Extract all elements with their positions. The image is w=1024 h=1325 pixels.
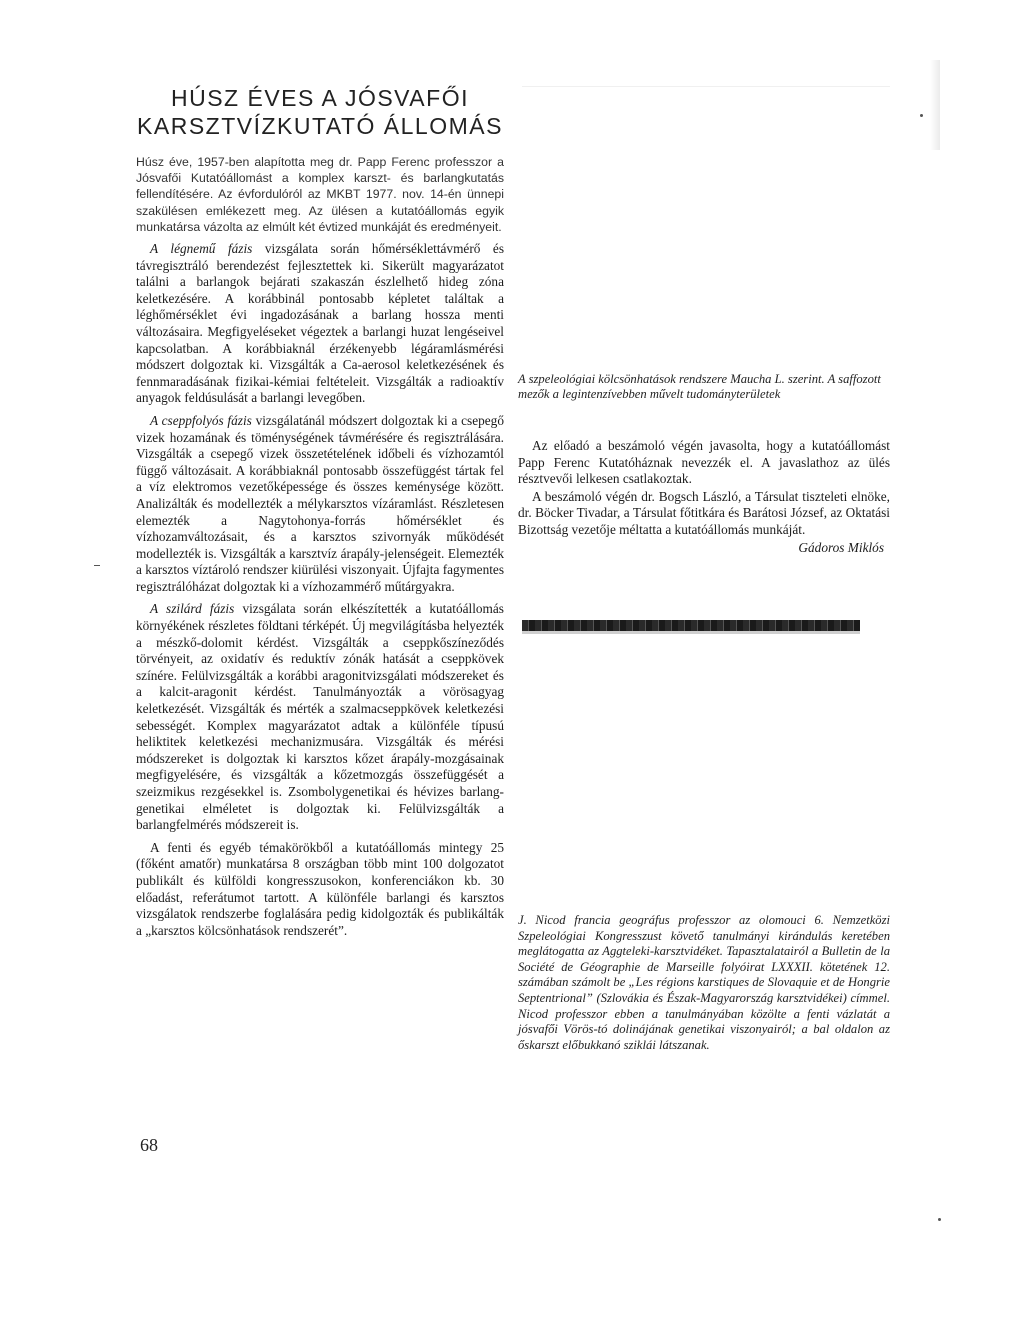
scan-edge-shadow [930,60,940,150]
section-divider-shadow [522,631,860,634]
gas-phase-paragraph [136,241,504,407]
scan-speck [94,565,100,566]
page-number: 68 [140,1135,158,1155]
article-column [136,84,504,945]
closing-text [518,438,890,556]
gas-phase-heading: A légnemű fázis [150,241,253,257]
article-title [136,84,504,140]
gas-phase-text: vizsgálata során hőmérséklettávmérő és távregisztráló berendezést fejlesztettek ki. Sikerült magyarázatot találni a barlangok bejárati szakaszán észlelhető hideg zóna keletkezésére. A korábbinál pontosabb képletet találtak a léghőmérséklet évi ingadozásának a barlang hossza menti változásaira. Megfigyeléseket végeztek a barlangi huzat lengéseivel kapcsolatban. A korábbiaknál érzékenyebb légáramlásmérési módszert dolgoztak ki. Vizsgálták a Ca-aerosol keletkezésének és fennmaradásának fizikai-kémiai feltételeit. Vizsgálták a radioaktív anyagok feldúsulását a barlangi levegőben. [136,241,504,406]
author-signature: Gádoros Miklós [798,539,884,555]
title-line-1: HÚSZ ÉVES A JÓSVAFŐI [171,85,469,111]
liquid-phase-text: vizsgálatánál módszert dolgoztak ki a csepegő vizek hozamának és töménységének távmérésére és regisztrálására. Vizsgálták a csepegő vizek összetételének időbeli és vízhozamtól függő változásait. A korábbiaknál pontosabb összefüggést tártak fel a víz elektromos vezetőképessége és összes keménysége között. Analizálták és modellezték a mélykarsztos vízáramlást. Részletesen elemezték a Nagytohonya-forrás hőmérséklet és vízhozamváltozásait, és a karsztos szivornyák működését modellezték is. Vizsgálták a karsztvíz árapály-jelenségeit. Elemezték a karsztos víztároló rendszer kiürülési viszonyait. Újfajta fagymentes regisztrálóházat dolgoztak ki a vízhozammérő műtárgyakra. [136,412,504,594]
title-line-2: KARSZTVÍZKUTATÓ ÁLLOMÁS [137,113,503,139]
proposal-paragraph: Az előadó a beszámoló végén javasolta, hogy a kutatóállomást Papp Ferenc Kutatóháznak nevezzék el. A javaslathoz az ülés résztvevői lelkesen csatlakoztak. [518,438,890,487]
solid-phase-paragraph [136,601,504,833]
article-body [136,154,504,939]
liquid-phase-heading: A cseppfolyós fázis [150,412,252,428]
scan-speck [920,114,923,117]
intro-paragraph: Húsz éve, 1957-ben alapította meg dr. Papp Ferenc professzor a Jósvafői Kutatóállomást a komplex karszt- és barlangkutatás fellendítésére. Az évfordulóról az MKBT 1977. nov. 14-én ünnepi szakülésen emlékezett meg. Az ülésen a kutatóállomás egyik munkatársa vázolta az elmúlt két évtized munkáját és eredményeit. [136,155,504,234]
scan-speck [938,1218,941,1221]
solid-phase-text: vizsgálata során elkészítették a kutatóállomás környékének részletes földtani térképét. Új megvilágításba helyezték a mészkő-dolomit kérdést. Vizsgálták a cseppkőszíneződés törvényeit, az oxidatív és reduktív zónák hatását a cseppkövek színére. Felülvizsgálták a korábbi aragonitvizsgálati módszereket és a kalcit-aragonit kérdést. Tanulmányozták a vörösagyag keletkezését. Vizsgálták és mérték a szalmacseppkövek keletkezési sebességét. Komplex magyarázatot adtak a különféle típusú heliktitek keletkezési mechanizmusára. Vizsgálták és mérési módszereket is dolgoztak ki karsztos kőzet árapály-mozgásainak megfigyelésére, és vizsgálták a kőzetmozgás összefüggését a szeizmikus rezgésekkel is. Zsombolygenetikai és hévizes barlang-genetikai elméletet is dolgoztak ki. Felülvizsgálták a barlangfelmérés módszereit is. [136,601,504,833]
acknowledgement-paragraph: A beszámoló végén dr. Bogsch László, a Társulat tiszteleti elnöke, dr. Böcker Tivadar, a Társulat főtitkára és Barátosi József, az Oktatási Bizottság vezetője méltatta a kutatóállomás munkáját. [518,488,890,537]
section-divider [522,620,860,631]
figure-placeholder [522,86,890,377]
figure-caption: A szpeleológiai kölcsönhatások rendszere Maucha L. szerint. A saffozott mezők a legintenzívebben művelt tudományterületek [518,372,881,402]
liquid-phase-paragraph [136,413,504,596]
map-caption: J. Nicod francia geográfus professzor az olomouci 6. Nemzetközi Szpeleológiai Kongresszust követő tanulmányi kirándulás keretében meglátogatta az Aggteleki-karsztvidéket. Tapasztalatairól a Bulletin de la Société de Géographie de Marseille folyóirat LXXXII. kötetének 12. számában számolt be „Les régions karstiques de Slovaquie et de Hongrie Septentrional” (Szlovákia és Észak-Magyarország karsztvidékei) címmel. Nicod professzor ebben a tanulmányában közölte a fenti vázlatát a jósvafői Vörös-tó dolinájának genetikai viszonyairól; a bal oldalon az őskarszt előbukkanó sziklái látszanak. [518,913,890,1052]
summary-paragraph: A fenti és egyéb témakörökből a kutatóállomás mintegy 25 (főként amatőr) munkatársa 8 országban több mint 100 dolgozatot publikált és külföldi kongresszusokon, konferenciákon kb. 30 előadást, referátumot tartott. A különféle barlangi és karsztos vizsgálatok rendszerbe foglalására pedig kidolgozták és publikálták a „karsztos kölcsönhatások rendszerét”. [136,839,504,938]
solid-phase-heading: A szilárd fázis [150,601,235,617]
